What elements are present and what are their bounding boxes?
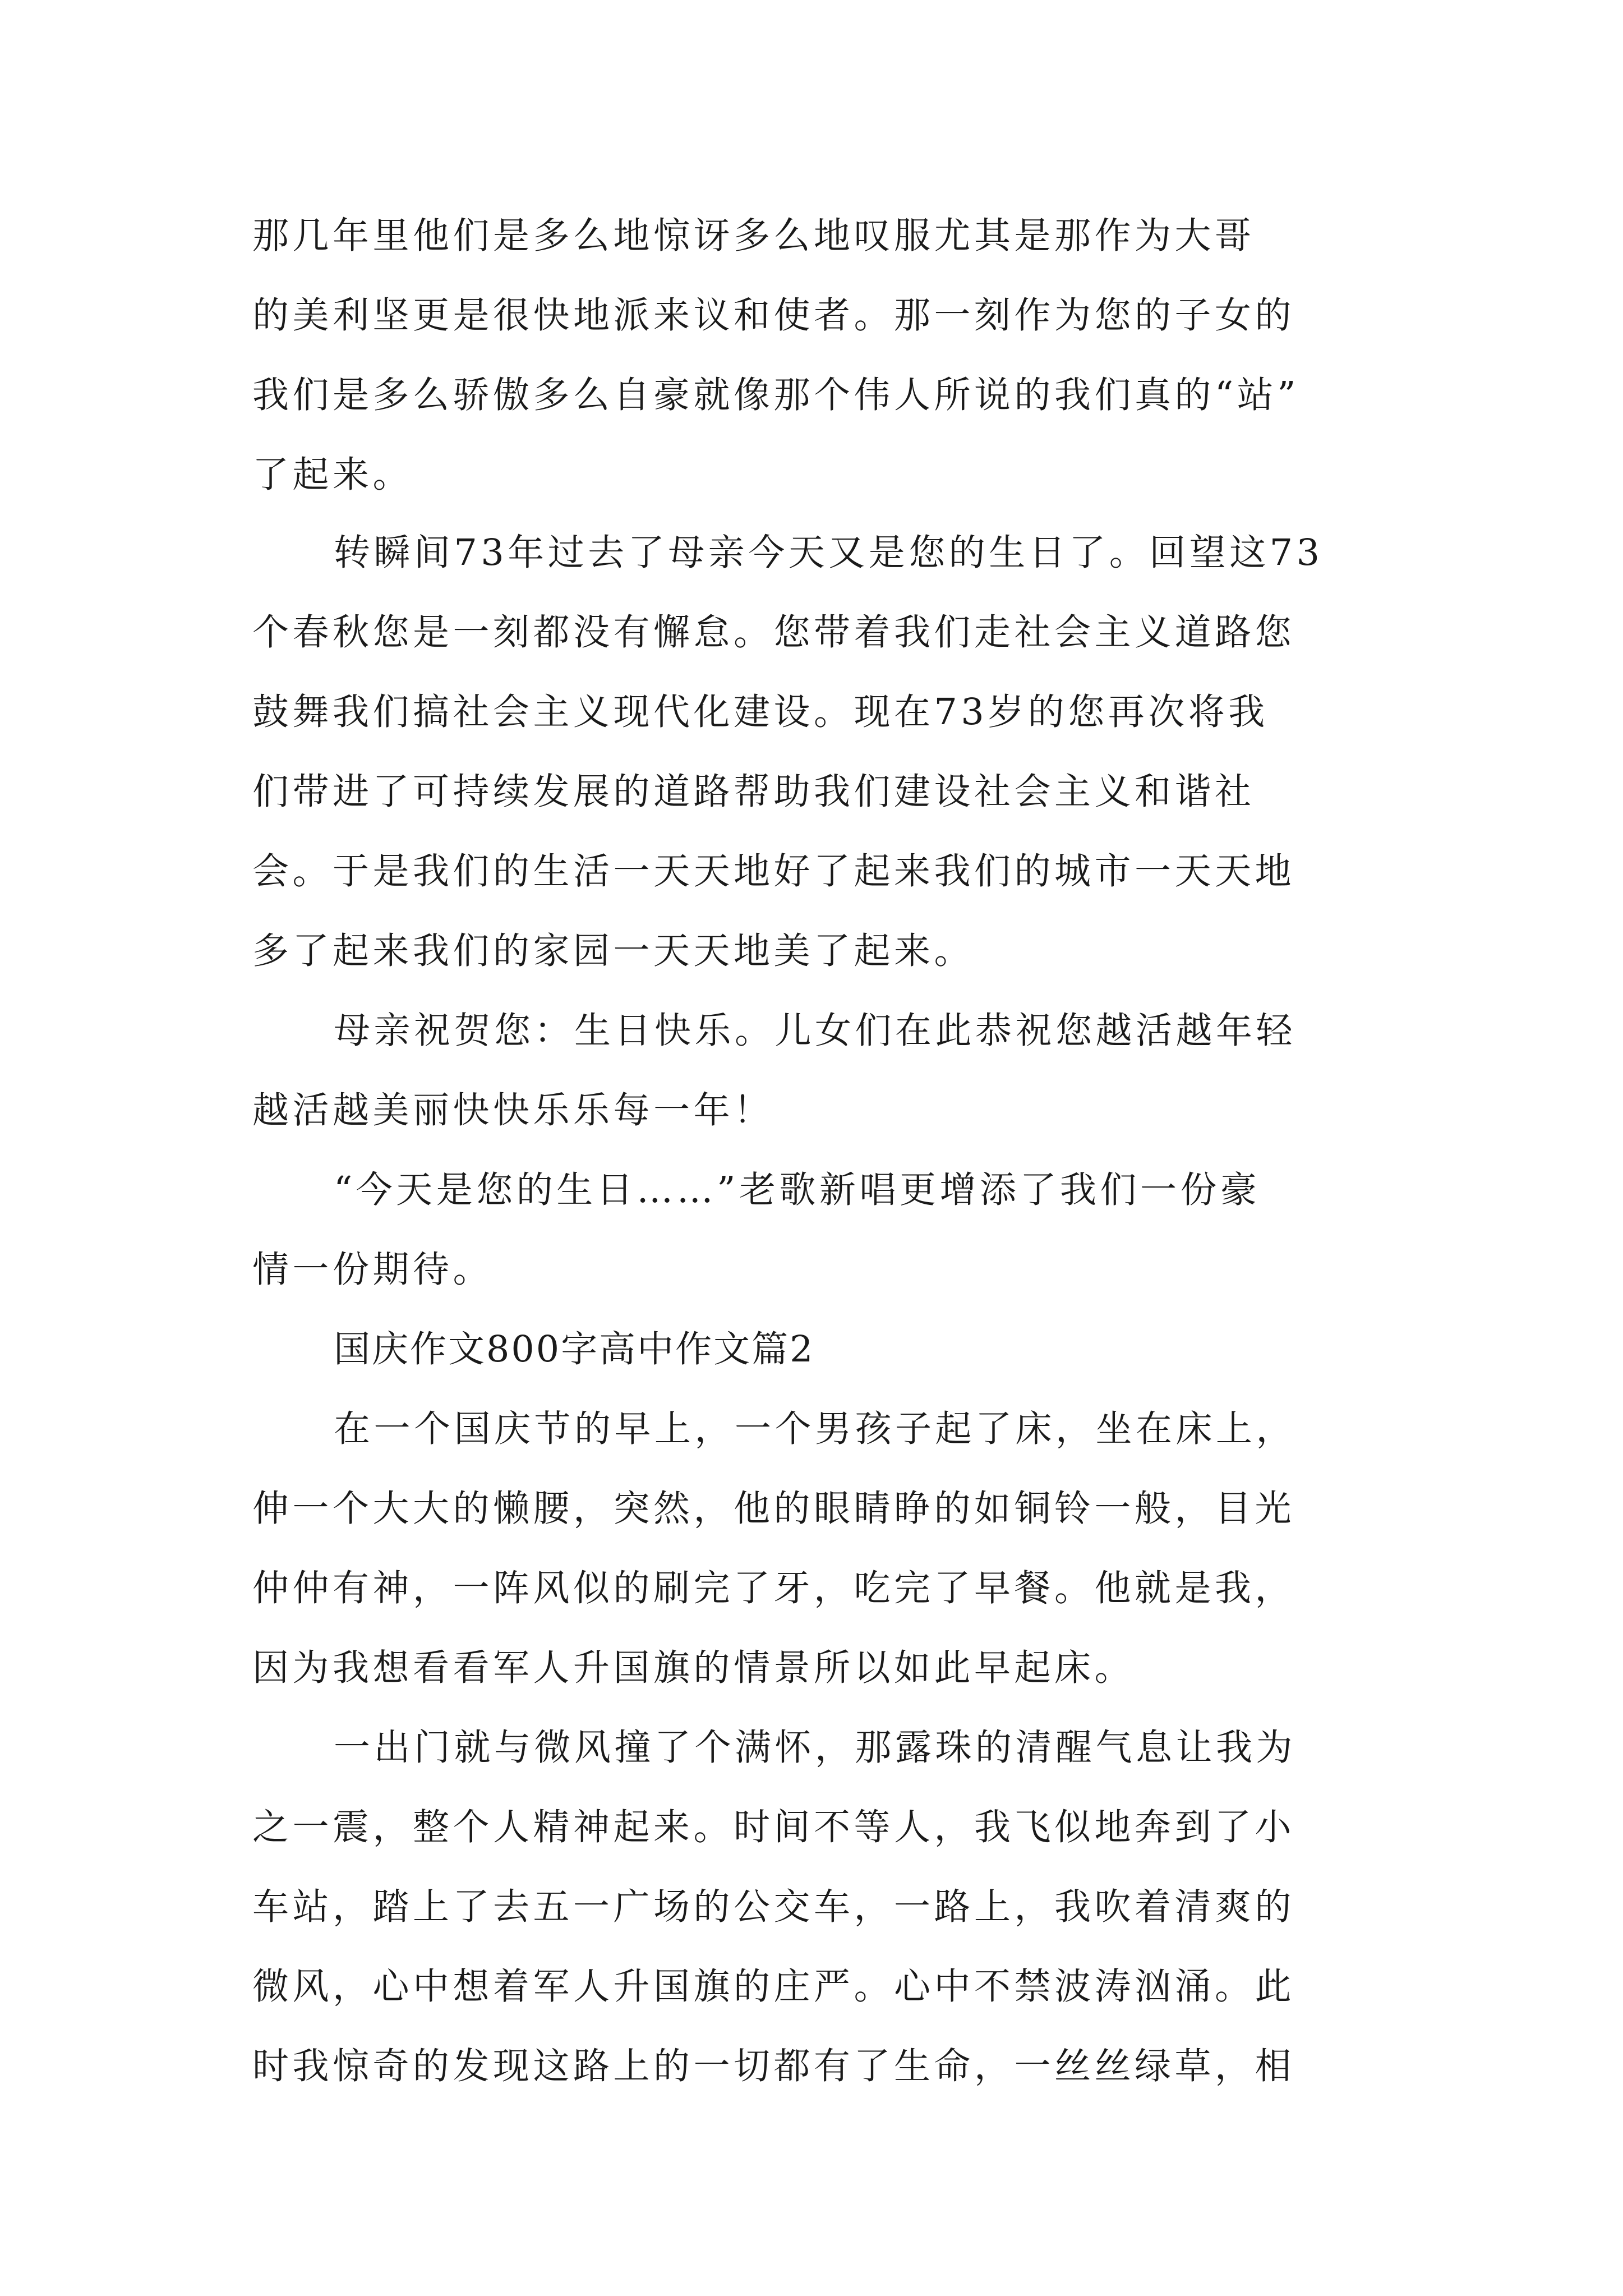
- paragraph-first-line: 母亲祝贺您：生日快乐。儿女们在此恭祝您越活越年轻: [334, 1010, 1297, 1052]
- text-line: 那几年里他们是多么地惊讶多么地叹服尤其是那作为大哥: [252, 215, 1255, 257]
- text-line: 微风，心中想着军人升国旗的庄严。心中不禁波涛汹涌。此: [252, 1966, 1295, 2008]
- text-line: 多了起来我们的家园一天天地美了起来。: [252, 930, 975, 972]
- paragraph-first-line: “今天是您的生日……”老歌新唱更增添了我们一份豪: [334, 1169, 1261, 1211]
- text-line: 时我惊奇的发现这路上的一切都有了生命，一丝丝绿草，相: [252, 2045, 1295, 2087]
- text-line: 越活越美丽快快乐乐每一年！: [252, 1089, 774, 1131]
- text-line: 的美利坚更是很快地派来议和使者。那一刻作为您的子女的: [252, 295, 1295, 337]
- text-line: 个春秋您是一刻都没有懈怠。您带着我们走社会主义道路您: [252, 611, 1295, 654]
- text-line: 我们是多么骄傲多么自豪就像那个伟人所说的我们真的“站”: [252, 374, 1299, 416]
- text-line: 们带进了可持续发展的道路帮助我们建设社会主义和谐社: [252, 771, 1255, 813]
- text-line: 因为我想看看军人升国旗的情景所以如此早起床。: [252, 1647, 1135, 1689]
- text-line: 伸一个大大的懒腰，突然，他的眼睛睁的如铜铃一般，目光: [252, 1488, 1295, 1530]
- text-line: 会。于是我们的生活一天天地好了起来我们的城市一天天地: [252, 850, 1295, 892]
- paragraph-first-line: 一出门就与微风撞了个满怀，那露珠的清醒气息让我为: [334, 1727, 1297, 1769]
- text-line: 车站，踏上了去五一广场的公交车，一路上，我吹着清爽的: [252, 1886, 1295, 1928]
- text-line: 鼓舞我们搞社会主义现代化建设。现在73岁的您再次将我: [252, 691, 1269, 733]
- text-line: 之一震，整个人精神起来。时间不等人，我飞似地奔到了小: [252, 1806, 1295, 1848]
- text-line: 仲仲有神，一阵风似的刷完了牙，吃完了早餐。他就是我，: [252, 1567, 1295, 1609]
- text-line: 情一份期待。: [252, 1249, 494, 1291]
- section-heading: 国庆作文800字高中作文篇2: [334, 1328, 815, 1370]
- paragraph-first-line: 转瞬间73年过去了母亲今天又是您的生日了。回望这73: [334, 532, 1324, 574]
- text-line: 了起来。: [252, 454, 413, 496]
- paragraph-first-line: 在一个国庆节的早上，一个男孩子起了床，坐在床上，: [334, 1408, 1297, 1450]
